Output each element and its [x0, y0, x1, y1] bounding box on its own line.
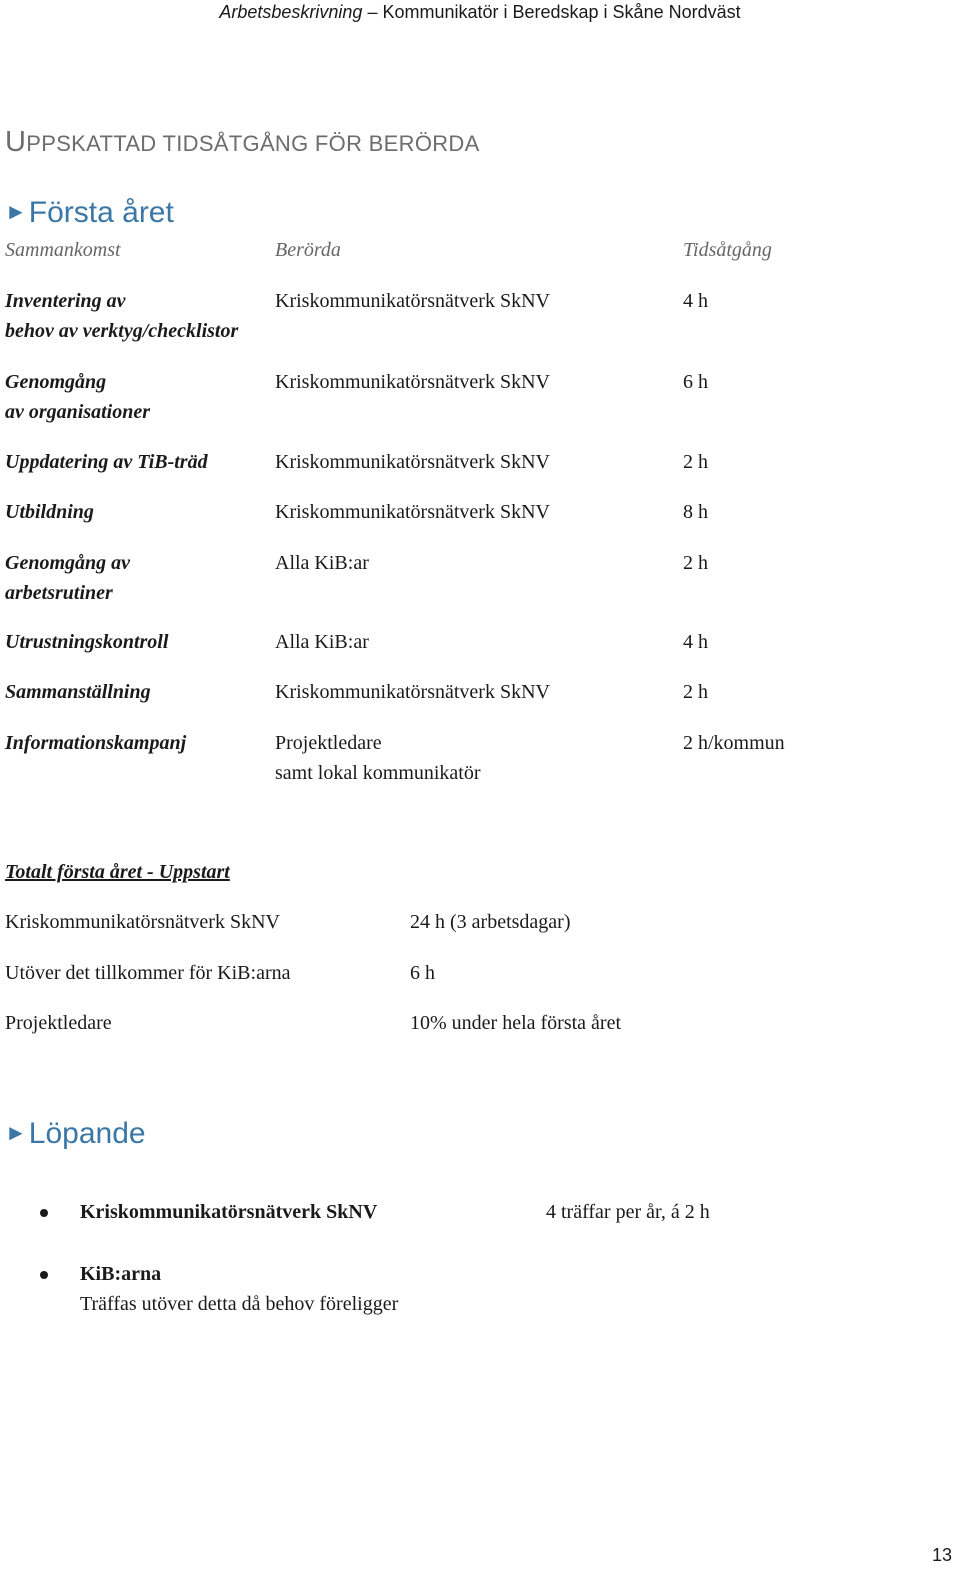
row-time: 2 h/kommun	[683, 732, 785, 754]
row-activity: Utrustningskontroll	[5, 631, 169, 653]
column-header-meeting: Sammankomst	[5, 239, 121, 261]
row-time: 8 h	[683, 501, 708, 523]
right-triangle-icon: ►	[5, 199, 27, 224]
row-time: 4 h	[683, 290, 708, 312]
totals-label: Utöver det tillkommer för KiB:arna	[5, 962, 291, 984]
row-affected: Alla KiB:ar	[275, 552, 369, 574]
row-activity: av organisationer	[5, 401, 151, 423]
header-doc-title: – Kommunikatör i Beredskap i Skåne Nordväst	[362, 2, 741, 22]
header-doc-type: Arbetsbeskrivning	[219, 2, 363, 22]
page-header	[0, 0, 960, 24]
row-activity: behov av verktyg/checklistor	[5, 320, 239, 342]
ongoing-item-detail: 4 träffar per år, á 2 h	[546, 1201, 710, 1223]
totals-value: 24 h (3 arbetsdagar)	[410, 911, 571, 933]
totals-label: Projektledare	[5, 1012, 112, 1034]
row-time: 2 h	[683, 451, 708, 473]
row-activity: Genomgång av	[5, 552, 130, 574]
row-affected: Kriskommunikatörsnätverk SkNV	[275, 290, 550, 312]
subheading-ongoing: ►Löpande	[5, 1117, 146, 1150]
ongoing-item-name: Kriskommunikatörsnätverk SkNV	[80, 1201, 378, 1223]
row-activity: arbetsrutiner	[5, 582, 113, 604]
row-affected: Kriskommunikatörsnätverk SkNV	[275, 451, 550, 473]
section-title: UPPSKATTAD TIDSÅTGÅNG FÖR BERÖRDA	[5, 126, 480, 158]
row-activity: Informationskampanj	[5, 732, 187, 754]
totals-value: 6 h	[410, 962, 435, 984]
row-affected: Kriskommunikatörsnätverk SkNV	[275, 371, 550, 393]
subheading-first-year: ►Första året	[5, 196, 174, 229]
totals-title: Totalt första året - Uppstart	[5, 861, 230, 883]
row-time: 2 h	[683, 552, 708, 574]
row-affected: Kriskommunikatörsnätverk SkNV	[275, 501, 550, 523]
row-affected: Kriskommunikatörsnätverk SkNV	[275, 681, 550, 703]
row-time: 6 h	[683, 371, 708, 393]
row-affected: Projektledare	[275, 732, 382, 754]
totals-label: Kriskommunikatörsnätverk SkNV	[5, 911, 280, 933]
ongoing-item-detail: Träffas utöver detta då behov föreligger	[80, 1293, 399, 1315]
bullet-icon	[40, 1209, 48, 1217]
column-header-time: Tidsåtgång	[683, 239, 772, 261]
row-activity: Utbildning	[5, 501, 94, 523]
right-triangle-icon: ►	[5, 1120, 27, 1145]
column-header-affected: Berörda	[275, 239, 341, 261]
totals-value: 10% under hela första året	[410, 1012, 622, 1034]
row-time: 2 h	[683, 681, 708, 703]
ongoing-item-name: KiB:arna	[80, 1263, 162, 1285]
row-activity: Sammanställning	[5, 681, 151, 703]
row-affected: samt lokal kommunikatör	[275, 762, 481, 784]
row-activity: Inventering av	[5, 290, 126, 312]
row-activity: Uppdatering av TiB-träd	[5, 451, 208, 473]
row-activity: Genomgång	[5, 371, 107, 393]
row-time: 4 h	[683, 631, 708, 653]
bullet-icon	[40, 1271, 48, 1279]
row-affected: Alla KiB:ar	[275, 631, 369, 653]
page-number: 13	[931, 1545, 952, 1565]
